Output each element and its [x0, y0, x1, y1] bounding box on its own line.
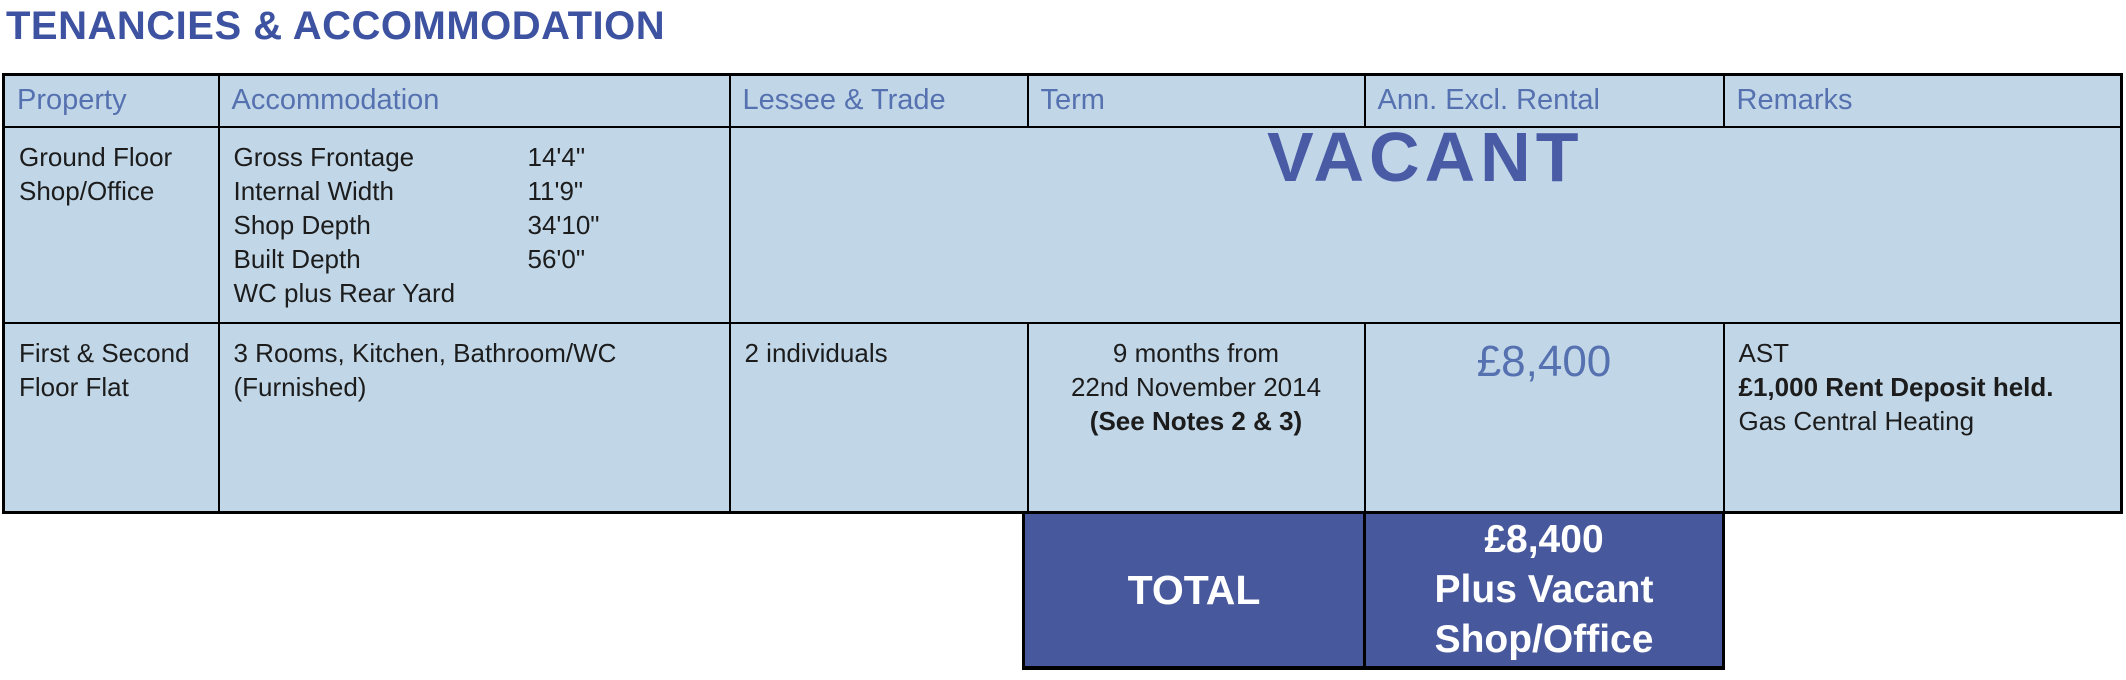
- term-line: 22nd November 2014: [1070, 371, 1322, 402]
- property-line: Shop/Office: [19, 175, 155, 206]
- term-line: 9 months from: [1112, 337, 1280, 368]
- column-header-property: Property: [4, 75, 219, 127]
- accommodation-cell: [219, 323, 730, 513]
- accommodation-line: (Furnished): [233, 371, 367, 402]
- column-header-term: Term: [1028, 75, 1365, 127]
- dimension-label: Built Depth: [233, 243, 361, 274]
- property-line: Floor Flat: [19, 371, 129, 402]
- total-row: [1022, 514, 1725, 670]
- column-header-lessee-trade: Lessee & Trade: [730, 75, 1028, 127]
- lessee-cell: [730, 323, 1028, 513]
- total-value-line: Shop/Office: [1434, 618, 1654, 661]
- lessee-text: 2 individuals: [744, 337, 888, 368]
- total-amount: £8,400: [1484, 518, 1604, 561]
- dimension-label: WC plus Rear Yard: [233, 277, 456, 308]
- accommodation-line: [234, 276, 715, 310]
- dimension-value: 56'0": [527, 243, 586, 274]
- term-note: (See Notes 2 & 3): [1089, 405, 1303, 436]
- dimension-value: 34'10": [527, 209, 600, 240]
- term-cell: [1028, 323, 1365, 513]
- table-row-flat: [4, 323, 2122, 513]
- dimension-label: Shop Depth: [233, 209, 371, 240]
- header-row: [4, 75, 2122, 127]
- total-value-line: Plus Vacant: [1434, 568, 1654, 611]
- dimension-value: 11'9": [527, 175, 584, 206]
- tenancies-table: [2, 73, 2123, 514]
- total-label: TOTAL: [1127, 566, 1261, 613]
- table-row-ground-floor: [4, 127, 2122, 323]
- remarks-deposit-line: £1,000 Rent Deposit held.: [1738, 371, 2054, 402]
- property-line: First & Second: [19, 337, 190, 368]
- accommodation-line: [234, 174, 715, 208]
- property-cell: [4, 127, 219, 323]
- accommodation-cell: [219, 127, 730, 323]
- column-header-accommodation: Accommodation: [219, 75, 730, 127]
- accommodation-line: [234, 140, 715, 174]
- total-value-cell: [1363, 514, 1725, 670]
- rental-amount: £8,400: [1476, 336, 1612, 386]
- vacant-cell: [730, 127, 2122, 323]
- dimension-label: Gross Frontage: [233, 141, 415, 172]
- remarks-line: AST: [1738, 337, 1790, 368]
- page-title: TENANCIES & ACCOMMODATION: [6, 4, 666, 48]
- vacant-status-label: VACANT: [1267, 126, 1584, 196]
- remarks-line: Gas Central Heating: [1738, 405, 1975, 436]
- property-cell: [4, 323, 219, 513]
- total-label-cell: [1022, 514, 1363, 670]
- column-header-remarks: Remarks: [1724, 75, 2122, 127]
- accommodation-line: 3 Rooms, Kitchen, Bathroom/WC: [233, 337, 617, 368]
- accommodation-line: [234, 242, 715, 276]
- dimension-label: Internal Width: [233, 175, 394, 206]
- dimension-value: 14'4": [527, 141, 586, 172]
- accommodation-line: [234, 208, 715, 242]
- property-line: Ground Floor: [19, 141, 173, 172]
- column-header-rental: Ann. Excl. Rental: [1365, 75, 1724, 127]
- rental-cell: [1365, 323, 1724, 513]
- remarks-cell: [1724, 323, 2122, 513]
